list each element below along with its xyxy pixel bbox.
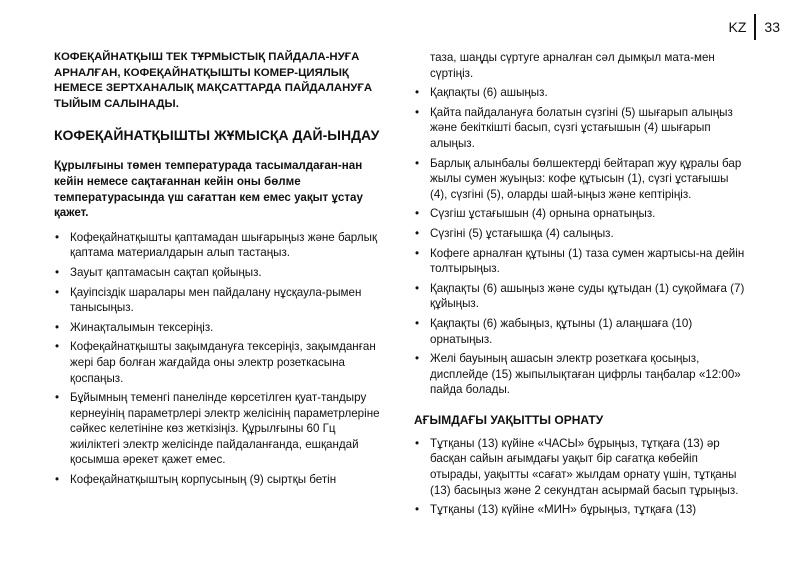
section-title-preparation: КОФЕҚАЙНАТҚЫШТЫ ЖҰМЫСҚА ДАЙ-ЫНДАУ [54,127,380,144]
list-item: • Қақпақты (6) жабыңыз, құтыны (1) алаңшаға (10) орнатыңыз. [414,316,746,347]
header-divider [754,14,756,40]
list-item: • Жинақталымын тексеріңіз. [54,320,386,336]
list-item: • Сүзгіш ұстағышын (4) орнына орнатыңыз. [414,206,746,222]
list-item: • Қақпақты (6) ашыңыз және суды құтыдан (1) суқоймаға (7) құйыңыз. [414,281,746,312]
list-item: • Кофеге арналған құтыны (1) таза сумен жартысы-на дейін толтырыңыз. [414,246,746,277]
section-title-set-time: АҒЫМДАҒЫ УАҚЫТТЫ ОРНАТУ [414,412,604,427]
page-number: 33 [764,19,780,35]
set-time-list [414,436,746,518]
list-item-continuation: таза, шаңды сүртуге арналған сәл дымқыл мата-мен сүртіңіз. [430,51,715,80]
list-item: • Барлық алынбалы бөлшектерді бейтарап жуу құралы бар жылы сумен жуыңыз: кофе құтысын (1), сүзгі ұстағышы (4), сүзгіні (5), оларды шай-ыңыз және кептіріңіз. [414,156,746,203]
page-header [729,14,780,40]
commercial-use-warning: КОФЕҚАЙНАТҚЫШ ТЕК ТҰРМЫСТЫҚ ПАЙДАЛА-НУҒА АРНАЛҒАН, КОФЕҚАЙНАТҚЫШТЫ КОМЕР-ЦИЯЛЫҚ НЕМЕСЕ ЗЕРТХАНАЛЫҚ МАҚСАТТАРДА ПАЙДАЛАНУҒА ТЫЙЫМ САЛЫНАДЫ. [54,51,373,110]
preparation-list [54,230,386,488]
list-item: • Зауыт қаптамасын сақтап қойыңыз. [54,265,386,281]
list-item: • Кофеқайнатқыштың корпусының (9) сыртқы бетін [54,472,386,488]
right-column [414,50,746,522]
list-item: • Қайта пайдалануға болатын сүзгіні (5) шығарып алыңыз және бекіткішті басып, сүзгі ұстағышын (4) шығарып алыңыз. [414,105,746,152]
preparation-list-continued [414,85,746,398]
list-item: • Тұтқаны (13) күйіне «ЧАСЫ» бұрыңыз, тұтқаға (13) әр басқан сайын ағымдағы уақыт бір сағатқа көбейіп отырады, уақытты «сағат» жылдам орнату үшін, тұтқаны (13) басыңыз және 2 секундтан асырмай басып тұрыңыз. [414,436,746,498]
list-item: • Бұйымның теменгі панелінде көрсетілген қуат-тандыру кернеуінің параметрлері электр желісінің параметрлеріне сәйкес келетініне көз жеткізіңіз. Құрылғыны 60 Гц жиіліктегі электр желісінде пайдаланғанда, ешқандай қосымша әрекет қажет емес. [54,390,386,468]
list-item: • Қақпақты (6) ашыңыз. [414,85,746,101]
storage-temperature-note: Құрылғыны төмен температурада тасымалдаған-нан кейін немесе сақтағаннан кейін оны бөлме температурасында үш сағаттан кем емес уақыт ұстау қажет. [54,159,363,220]
language-code: KZ [728,19,747,35]
left-column [54,50,386,492]
list-item: • Тұтқаны (13) күйіне «МИН» бұрыңыз, тұтқаға (13) [414,502,746,518]
list-item: • Сүзгіні (5) ұстағышқа (4) салыңыз. [414,226,746,242]
list-item: • Кофеқайнатқышты қаптамадан шығарыңыз және барлық қаптама материалдарын алып тастаңыз. [54,230,386,261]
list-item: • Желі бауының ашасын электр розеткаға қосыңыз, дисплейде (15) жыпылықтаған цифрлы таңбалар «12:00» пайда болады. [414,351,746,398]
list-item: • Қауіпсіздік шаралары мен пайдалану нұсқаула-рымен танысыңыз. [54,285,386,316]
list-item: • Кофеқайнатқышты зақымдануға тексеріңіз, зақымданған жері бар болған жағдайда оны электр розеткасына қоспаңыз. [54,339,386,386]
